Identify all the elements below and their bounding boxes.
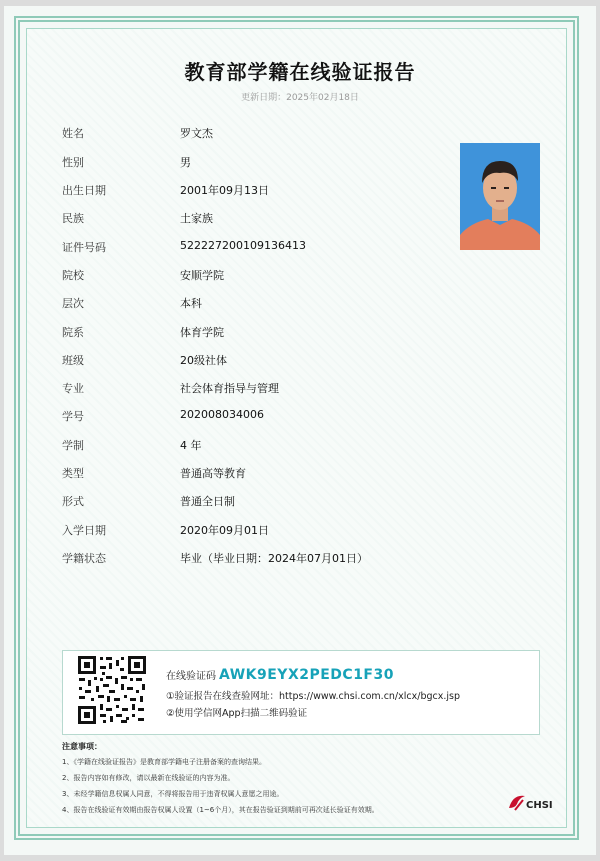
note-item: 1、《学籍在线验证报告》是教育部学籍电子注册备案的查询结果。	[62, 758, 266, 766]
field-value-birthdate: 2001年09月13日	[180, 184, 269, 197]
field-value-ethnicity: 土家族	[180, 212, 213, 225]
field-value-type: 普通高等教育	[180, 467, 246, 480]
verification-code-row	[166, 667, 394, 683]
field-value-department: 体育学院	[180, 326, 224, 339]
note-item: 2、报告内容如有修改，请以最新在线验证的内容为准。	[62, 774, 235, 782]
report-title: 教育部学籍在线验证报告	[184, 60, 416, 84]
field-label-gender: 性别	[62, 156, 84, 169]
field-label-enroll-date: 入学日期	[62, 524, 106, 537]
notes-title: 注意事项：	[62, 742, 102, 751]
field-value-level: 本科	[180, 297, 202, 310]
note-item: 4、报告在线验证有效期由报告权属人设置（1~6个月），其在报告验证到期前可再次延长验证有效期。	[62, 806, 379, 814]
verification-code: AWK9EYX2PEDC1F30	[219, 667, 394, 683]
field-value-gender: 男	[180, 156, 191, 169]
field-label-student-id: 学号	[62, 410, 84, 423]
note-item: 3、未经学籍信息权属人同意，不得将报告用于违背权属人意愿之用途。	[62, 790, 284, 798]
student-photo	[460, 143, 540, 250]
field-value-form: 普通全日制	[180, 495, 235, 508]
qr-code-icon	[76, 654, 148, 726]
field-label-department: 院系	[62, 326, 84, 339]
field-label-major: 专业	[62, 382, 84, 395]
field-label-type: 类型	[62, 467, 84, 480]
qr-code[interactable]	[76, 654, 148, 726]
verification-url[interactable]: ①验证报告在线查验网址：https://www.chsi.com.cn/xlcx/bgcx.jsp	[166, 691, 460, 702]
field-label-level: 层次	[62, 297, 84, 310]
field-value-class: 20级社体	[180, 354, 227, 367]
field-label-school: 院校	[62, 269, 84, 282]
field-label-status: 学籍状态	[62, 552, 106, 565]
field-value-school: 安顺学院	[180, 269, 224, 282]
field-value-id-number: 522227200109136413	[180, 239, 306, 252]
update-date: 更新日期：2025年02月18日	[241, 93, 359, 103]
field-value-enroll-date: 2020年09月01日	[180, 524, 269, 537]
field-label-id-number: 证件号码	[62, 241, 106, 254]
field-value-status: 毕业（毕业日期：2024年07月01日）	[180, 552, 368, 565]
field-label-name: 姓名	[62, 127, 84, 140]
field-value-student-id: 202008034006	[180, 408, 264, 421]
portrait-icon	[460, 143, 540, 250]
field-label-class: 班级	[62, 354, 84, 367]
field-label-duration: 学制	[62, 439, 84, 452]
verification-app-hint: ②使用学信网App扫描二维码验证	[166, 708, 308, 719]
verification-code-label: 在线验证码	[166, 671, 216, 682]
field-label-birthdate: 出生日期	[62, 184, 106, 197]
field-label-ethnicity: 民族	[62, 212, 84, 225]
field-label-form: 形式	[62, 495, 84, 508]
field-value-duration: 4 年	[180, 439, 202, 452]
field-value-major: 社会体育指导与管理	[180, 382, 279, 395]
chsi-logo-text: CHSI	[526, 800, 553, 811]
field-value-name: 罗文杰	[180, 127, 213, 140]
